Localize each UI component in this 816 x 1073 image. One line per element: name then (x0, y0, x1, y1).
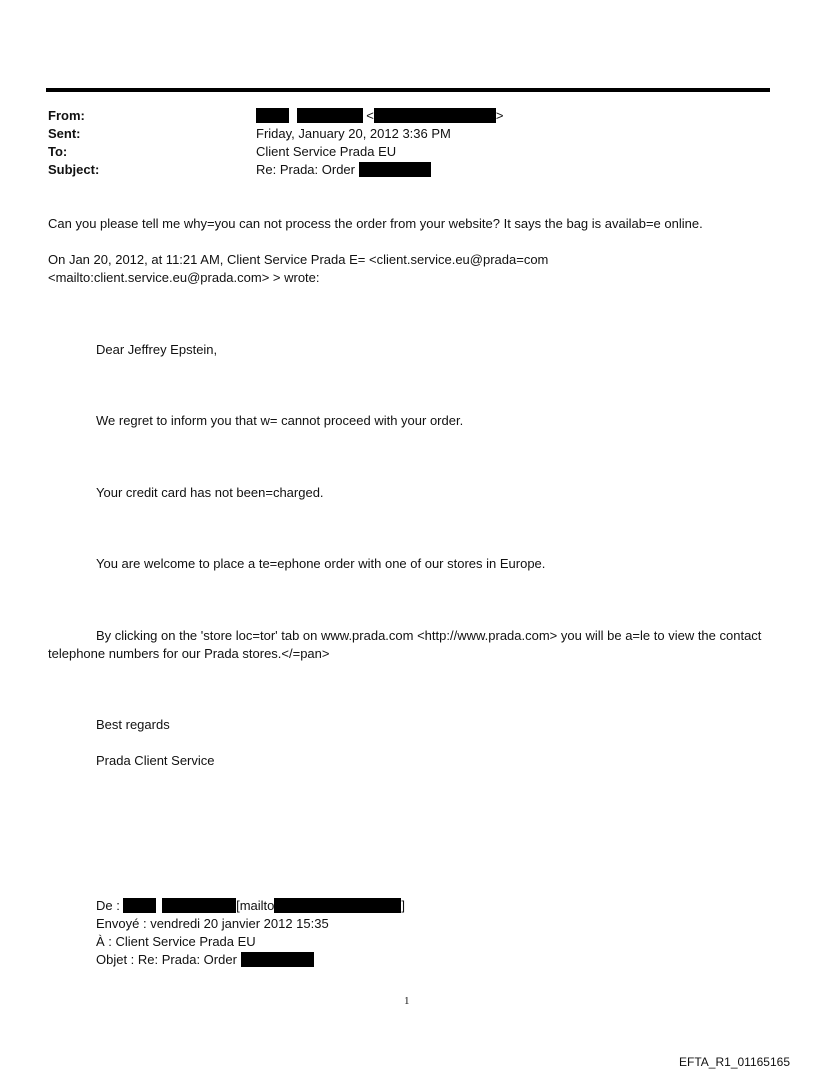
from-close-bracket: > (495, 108, 504, 123)
to-value: Client Service Prada EU (256, 144, 397, 159)
regret-paragraph: We regret to inform you that w= cannot proceed with your order. (96, 413, 464, 428)
subject-label: Subject: (48, 162, 100, 177)
sent-value: Friday, January 20, 2012 3:36 PM (256, 126, 451, 141)
forwarded-mailto-close: ] (401, 898, 406, 913)
redaction-block (274, 898, 401, 913)
forwarded-sent: Envoyé : vendredi 20 janvier 2012 15:35 (96, 916, 329, 931)
reply-text: Can you please tell me why=you can not process the order from your website? It says the bag is availab=e online. (48, 216, 703, 231)
store-locator-paragraph: By clicking on the 'store loc=tor' tab on www.prada.com <http://www.prada.com> you will be a=le to view the contact telephone numbers for our Prada stores.</=pan> (48, 628, 762, 661)
to-label: To: (48, 144, 68, 159)
subject-value (256, 161, 431, 179)
regards: Best regards (96, 717, 170, 732)
credit-paragraph: Your credit card has not been=charged. (96, 485, 324, 500)
forwarded-mailto-open: [mailto (236, 898, 275, 913)
redaction-block (123, 898, 156, 913)
redaction-block (359, 162, 431, 177)
forwarded-from (96, 897, 405, 915)
from-open-bracket: < (366, 108, 374, 123)
sent-label: Sent: (48, 126, 81, 141)
signature: Prada Client Service (96, 753, 215, 768)
redaction-block (297, 108, 363, 123)
subject-text: Re: Prada: Order (256, 162, 355, 177)
document-id: EFTA_R1_01165165 (679, 1055, 790, 1069)
redaction-block (256, 108, 289, 123)
forwarded-subject (96, 951, 314, 969)
redaction-block (162, 898, 236, 913)
header-rule (46, 88, 770, 92)
quote-intro-line-2: <mailto:client.service.eu@prada.com> > wrote: (48, 270, 320, 285)
redaction-block (374, 108, 496, 123)
forwarded-de-label: De : (96, 898, 120, 913)
redaction-block (241, 952, 314, 967)
from-value (256, 107, 503, 125)
page-number: 1 (404, 995, 410, 1007)
greeting: Dear Jeffrey Epstein, (96, 342, 218, 357)
from-label: From: (48, 108, 85, 123)
forwarded-to: À : Client Service Prada EU (96, 934, 256, 949)
quote-intro-line-1: On Jan 20, 2012, at 11:21 AM, Client Service Prada E= <client.service.eu@prada=com (48, 252, 549, 267)
forwarded-subject-text: Objet : Re: Prada: Order (96, 952, 237, 967)
welcome-paragraph: You are welcome to place a te=ephone order with one of our stores in Europe. (96, 556, 546, 571)
